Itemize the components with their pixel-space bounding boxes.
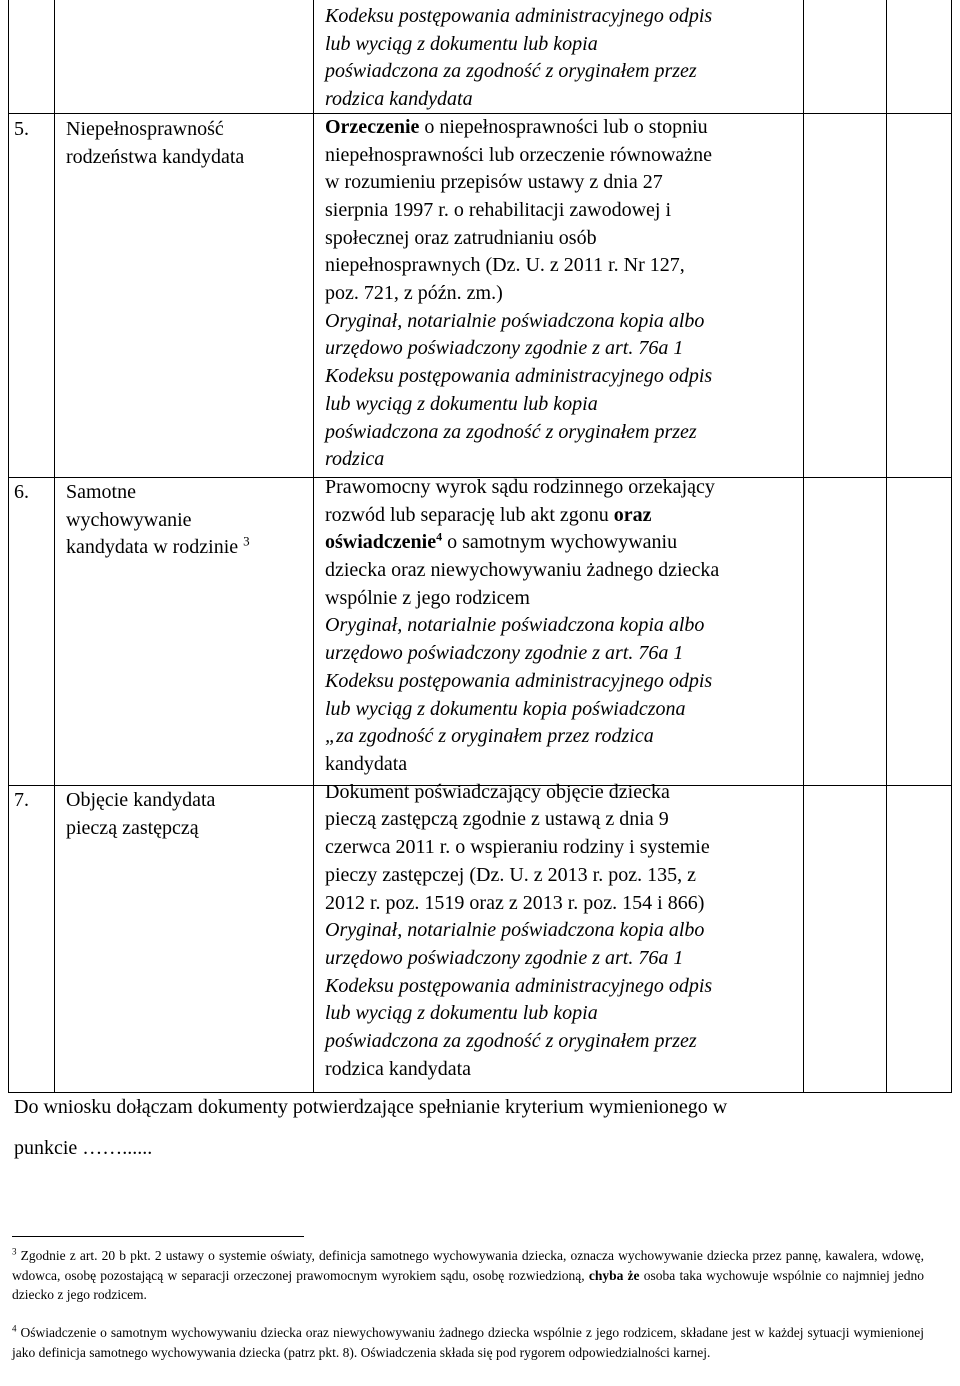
document-line: wspólnie z jego rodzicem bbox=[325, 586, 530, 609]
document-line: pieczy zastępczej (Dz. U. z 2013 r. poz. 135, z bbox=[325, 863, 696, 886]
form-line: lub wyciąg z dokumentu kopia poświadczona bbox=[325, 697, 686, 720]
document-text: o samotnym wychowywaniu bbox=[447, 531, 678, 554]
criterion-line: Objęcie kandydata bbox=[66, 789, 216, 811]
document-text: rozwód lub separację lub akt zgonu bbox=[325, 503, 609, 526]
form-line: Kodeksu postępowania administracyjnego odpis bbox=[325, 5, 713, 27]
form-line: lub wyciąg z dokumentu lub kopia bbox=[325, 32, 598, 55]
footnote-ref-4[interactable]: 4 bbox=[436, 529, 443, 544]
form-line: Kodeksu postępowania administracyjnego odpis bbox=[325, 365, 713, 388]
document-line: czerwca 2011 r. o wspieraniu rodziny i systemie bbox=[325, 836, 710, 859]
row-7-criterion bbox=[66, 787, 294, 842]
document-line: 2012 r. poz. 1519 oraz z 2013 r. poz. 154 i 866) bbox=[325, 891, 705, 914]
footnote-text: Oświadczenie o samotnym wychowywaniu dziecka oraz niewychowywaniu żadnego dziecka wspólnie z jego rodzicem, składane jest w każdej sytuacji wymienionej jako definicja samotnego wychowywania dziecka (patrz pkt. 8). Oświadczenia składa się pod rygorem odpowiedzialności karnej. bbox=[12, 1325, 924, 1360]
table-bottom-border bbox=[8, 1092, 952, 1093]
row-5-documents bbox=[325, 114, 795, 474]
form-line: lub wyciąg z dokumentu lub kopia bbox=[325, 392, 598, 415]
form-line: „za zgodność z oryginałem przez rodzica bbox=[325, 725, 654, 748]
form-line: lub wyciąg z dokumentu lub kopia bbox=[325, 1002, 598, 1025]
row-6-number: 6. bbox=[14, 481, 29, 503]
required-documents-column bbox=[325, 3, 795, 1083]
criterion-text: kandydata w rodzinie bbox=[66, 536, 239, 559]
footnote-marker: 4 bbox=[12, 1323, 17, 1334]
document-keyword: oraz bbox=[613, 503, 652, 526]
form-line: rodzica kandydata bbox=[325, 88, 473, 111]
document-line: w rozumieniu przepisów ustawy z dnia 27 bbox=[325, 171, 663, 194]
row-6-documents bbox=[325, 474, 795, 779]
document-line: Prawomocny wyrok sądu rodzinnego orzekający bbox=[325, 475, 715, 498]
form-line: poświadczona za zgodność z oryginałem przez bbox=[325, 1030, 697, 1053]
document-line: niepełnosprawności lub orzeczenie równoważne bbox=[325, 143, 713, 166]
document-line: niepełnosprawnych (Dz. U. z 2011 r. Nr 127, bbox=[325, 254, 685, 277]
document-line: społecznej oraz zatrudnianiu osób bbox=[325, 226, 597, 249]
table-border-right bbox=[951, 0, 952, 1093]
document-line bbox=[325, 502, 795, 530]
form-line: Oryginał, notarialnie poświadczona kopia albo bbox=[325, 614, 705, 637]
table-divider-extra bbox=[886, 0, 887, 1093]
footnote-marker: 3 bbox=[12, 1246, 17, 1257]
form-line: Oryginał, notarialnie poświadczona kopia albo bbox=[325, 309, 705, 332]
document-line: poz. 721, z późn. zm.) bbox=[325, 282, 503, 305]
form-line: rodzica bbox=[325, 448, 385, 471]
row-7-number: 7. bbox=[14, 789, 29, 811]
form-line: poświadczona za zgodność z oryginałem przez bbox=[325, 420, 697, 443]
criterion-line: Niepełnosprawność bbox=[66, 118, 224, 140]
footnote-emphasis: chyba że bbox=[588, 1267, 640, 1283]
footnote-ref-3[interactable]: 3 bbox=[243, 533, 250, 549]
criterion-line bbox=[66, 534, 294, 562]
row-7-documents bbox=[325, 779, 795, 1084]
form-line: urzędowo poświadczony zgodnie z art. 76a 1 bbox=[325, 337, 684, 360]
table-divider-documents bbox=[803, 0, 804, 1093]
row-5-criterion bbox=[66, 116, 294, 171]
form-line: Kodeksu postępowania administracyjnego odpis bbox=[325, 669, 713, 692]
top-continuation-form bbox=[325, 3, 795, 114]
document-line bbox=[325, 529, 795, 557]
form-line-upright: rodzica kandydata bbox=[325, 1057, 472, 1080]
document-line: sierpnia 1997 r. o rehabilitacji zawodowej i bbox=[325, 198, 672, 221]
table-border-left bbox=[8, 0, 9, 1093]
document-line: Dokument poświadczający objęcie dziecka bbox=[325, 780, 670, 803]
document-line bbox=[325, 114, 795, 142]
criterion-line: Samotne bbox=[66, 481, 136, 503]
row-5-form bbox=[325, 308, 795, 474]
form-line-upright: kandydata bbox=[325, 752, 408, 775]
footnote-3 bbox=[12, 1246, 924, 1305]
document-keyword: oświadczenie bbox=[325, 531, 437, 554]
form-line: Oryginał, notarialnie poświadczona kopia albo bbox=[325, 919, 705, 942]
form-line: poświadczona za zgodność z oryginałem przez bbox=[325, 60, 697, 83]
footnote-4 bbox=[12, 1323, 924, 1362]
document-text: o niepełnosprawności lub o stopniu bbox=[424, 115, 708, 138]
row-5-number: 5. bbox=[14, 118, 29, 140]
document-line: pieczą zastępczą zgodnie z ustawą z dnia 9 bbox=[325, 808, 669, 831]
row-6-criterion bbox=[66, 479, 294, 562]
criterion-line: rodzeństwa kandydata bbox=[66, 145, 245, 168]
row-7-form bbox=[325, 917, 795, 1056]
document-keyword: Orzeczenie bbox=[325, 115, 420, 138]
form-line: Kodeksu postępowania administracyjnego odpis bbox=[325, 974, 713, 997]
document-line: dziecka oraz niewychowywaniu żadnego dziecka bbox=[325, 559, 720, 582]
footnote-separator bbox=[12, 1236, 304, 1237]
table-divider-criterion bbox=[313, 0, 314, 1093]
criterion-line: pieczą zastępczą bbox=[66, 816, 199, 839]
footnote-text: osoba taka wychowuje wspólnie co najmniej jedno dziecko z jego rodzicem. bbox=[12, 1267, 925, 1302]
criterion-line: wychowywanie bbox=[66, 508, 192, 531]
form-line: urzędowo poświadczony zgodnie z art. 76a 1 bbox=[325, 642, 684, 665]
closing-point-reference: punkcie ……...... bbox=[14, 1137, 153, 1159]
table-divider-number bbox=[54, 0, 55, 1093]
form-line: urzędowo poświadczony zgodnie z art. 76a 1 bbox=[325, 946, 684, 969]
row-6-form bbox=[325, 612, 795, 751]
closing-statement: Do wniosku dołączam dokumenty potwierdzające spełnianie kryterium wymienionego w bbox=[14, 1096, 728, 1118]
footnote-text: Zgodnie z art. 20 b pkt. 2 ustawy o systemie oświaty, definicja samotnego wychowywania dziecka, oznacza wychowywanie dziecka przez pannę, kawalera, wdowę, wdowca, osobę pozostającą w separacji orzeczonej prawomocnym wyrokiem sądu, osobę rozwiedzioną, bbox=[12, 1248, 925, 1283]
